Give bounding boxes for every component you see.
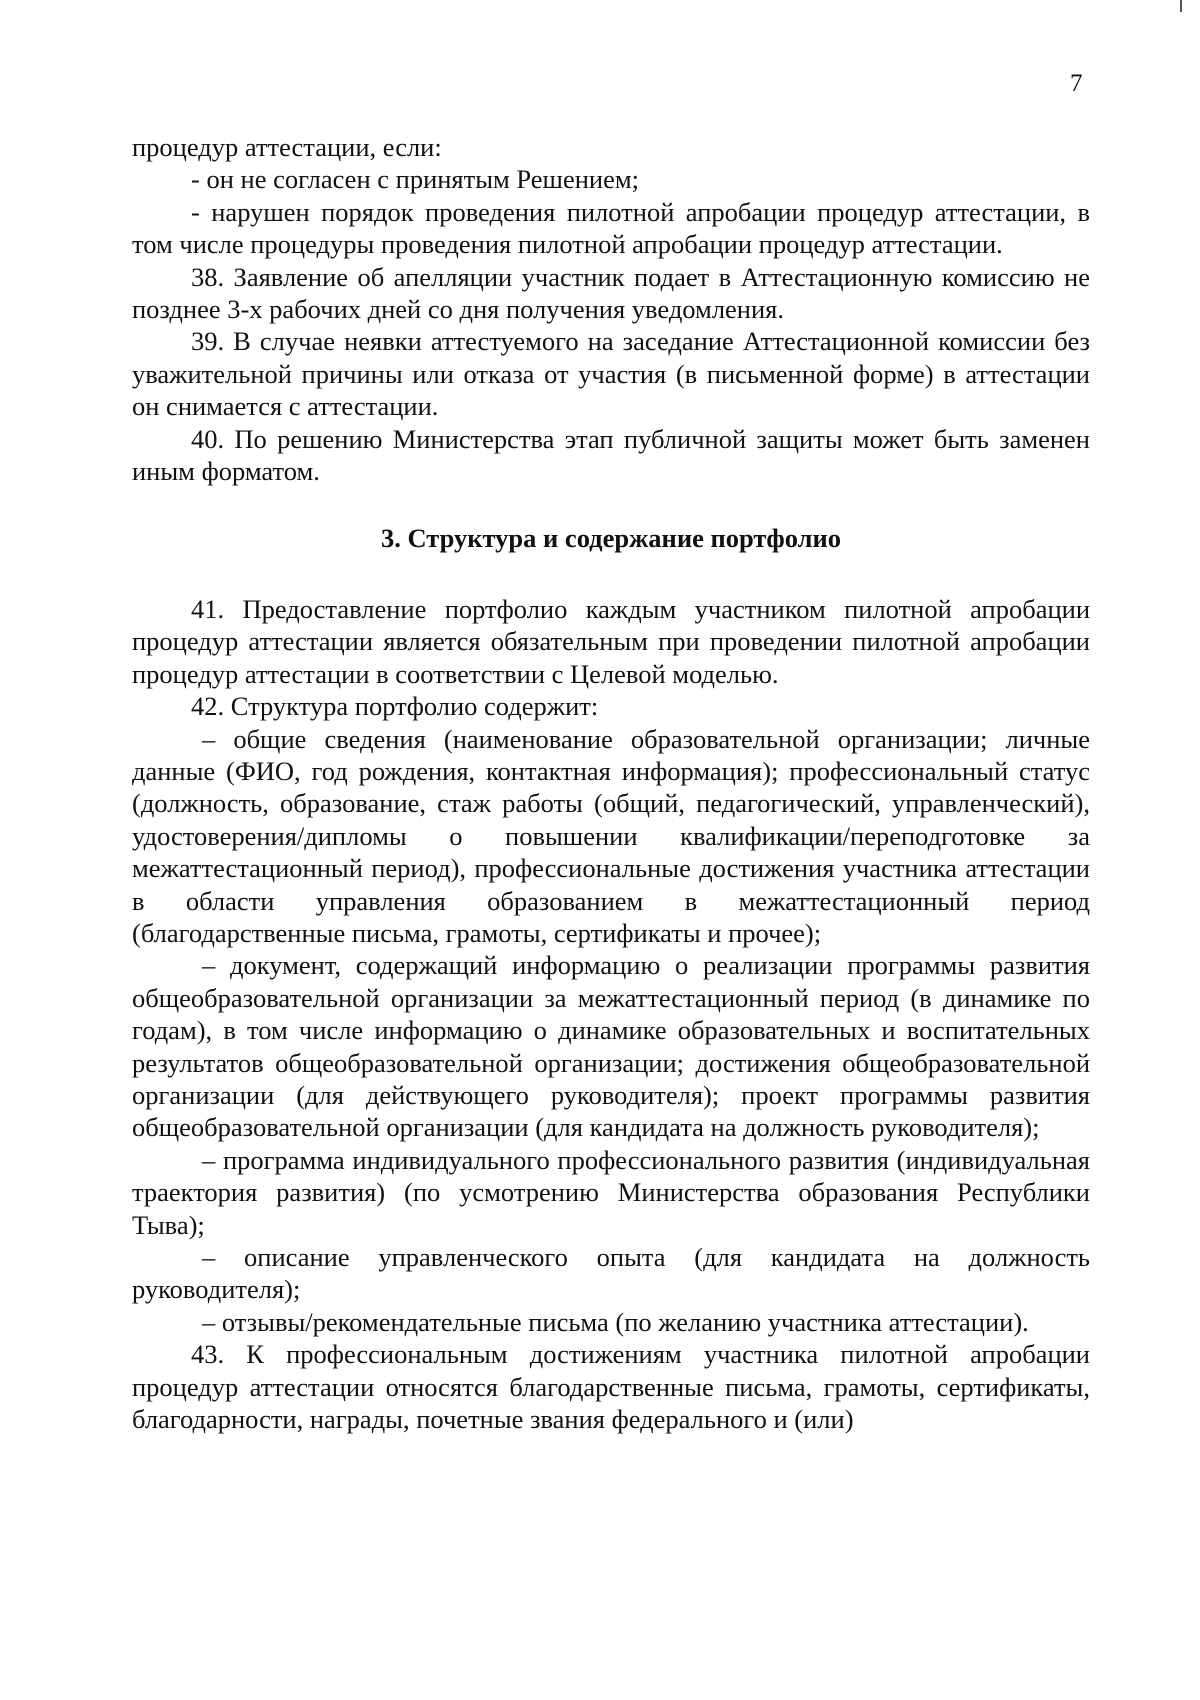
appeal-reason-2: - нарушен порядок проведения пилотной апробации процедур аттестации, в том числе процедуры проведения пилотной апробации процедур аттестации. [132, 196, 1090, 260]
portfolio-item-development-program: – документ, содержащий информацию о реализации программы развития общеобразовательной организации за межаттестационный период (в динамике по годам), в том числе информацию о динамике образовательных и воспитательных результатов общеобразовательной организации; достижения общеобразовательной организации (для действующего руководителя); проект программы развития общеобразовательной организации (для кандидата на должность руководителя); [132, 950, 1090, 1143]
appeal-reason-1: - он не согласен с принятым Решением; [191, 164, 639, 195]
paragraph-continuation: процедур аттестации, если: [132, 132, 442, 162]
document-body [132, 131, 1090, 1435]
clause-39: 39. В случае неявки аттестуемого на заседание Аттестационной комиссии без уважительной причины или отказа от участия (в письменной форме) в аттестации он снимается с аттестации. [132, 326, 1090, 422]
section-heading: 3. Структура и содержание портфолио [380, 523, 842, 554]
portfolio-item-management-experience: – описание управленческого опыта (для кандидата на должность руководителя); [132, 1242, 1090, 1305]
scan-corner-mark [1180, 0, 1182, 12]
portfolio-item-individual-program: – программа индивидуального профессионального развития (индивидуальная траектория развития) (по усмотрению Министерства образования Республики Тыва); [132, 1144, 1090, 1240]
clause-41: 41. Предоставление портфолио каждым участником пилотной апробации процедур аттестации является обязательным при проведении пилотной апробации процедур аттестации в соответствии с Целевой моделью. [132, 593, 1090, 689]
portfolio-item-general-info: – общие сведения (наименование образовательной организации; личные данные (ФИО, год рождения, контактная информация); профессиональный статус (должность, образование, стаж работы (общий, педагогический, управленческий), удостоверения/дипломы о повышении квалификации/переподготовке за межаттестационный период), профессиональные достижения участника аттестации в области управления образованием в межаттестационный период (благодарственные письма, грамоты, сертификаты и прочее); [132, 723, 1090, 948]
page-number: 7 [1070, 70, 1083, 97]
clause-43: 43. К профессиональным достижениям участника пилотной апробации процедур аттестации относятся благодарственные письма, грамоты, сертификаты, благодарности, награды, почетные звания федерального и (или) [132, 1339, 1090, 1435]
clause-40: 40. По решению Министерства этап публичной защиты может быть заменен иным форматом. [132, 423, 1090, 487]
portfolio-item-recommendations: – отзывы/рекомендательные письма (по желанию участника аттестации). [202, 1306, 1029, 1337]
clause-42: 42. Структура портфолио содержит: [191, 691, 599, 722]
clause-38: 38. Заявление об апелляции участник подает в Аттестационную комиссию не позднее 3-х рабочих дней со дня получения уведомления. [132, 261, 1090, 325]
